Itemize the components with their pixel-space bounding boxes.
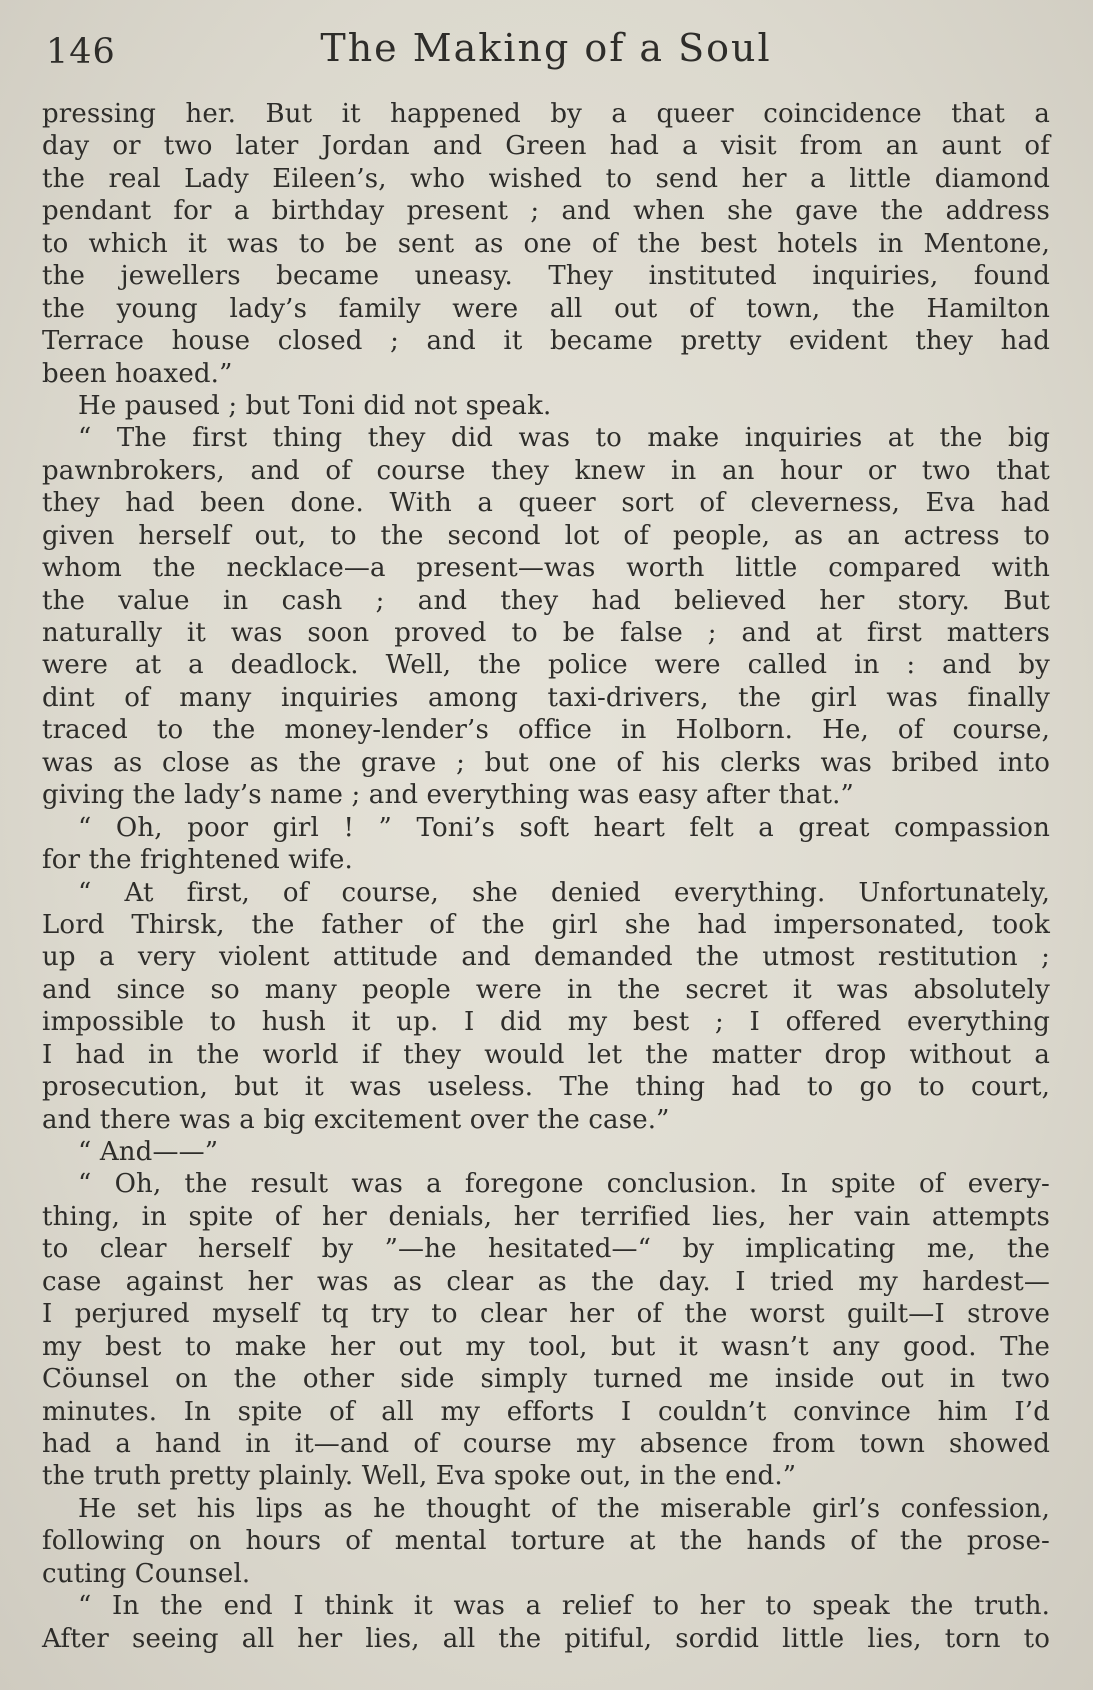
text-line: Cöunsel on the other side simply turned me inside out in two: [42, 1364, 1050, 1395]
text-line: whom the necklace—a present—was worth little compared with: [42, 553, 1050, 584]
text-line: case against her was as clear as the day. I tried my hardest—: [42, 1266, 1050, 1297]
text-line: thing, in spite of her denials, her terrified lies, her vain attempts: [42, 1201, 1050, 1232]
text-line: After seeing all her lies, all the pitiful, sordid little lies, torn to: [42, 1623, 1050, 1654]
text-line: and there was a big excitement over the case.”: [42, 1104, 670, 1135]
text-line: I had in the world if they would let the matter drop without a: [42, 1039, 1050, 1070]
text-line: were at a deadlock. Well, the police were called in : and by: [42, 650, 1050, 681]
text-line: they had been done. With a queer sort of cleverness, Eva had: [42, 488, 1050, 519]
text-line: my best to make her out my tool, but it wasn’t any good. The: [42, 1331, 1050, 1362]
text-line: the truth pretty plainly. Well, Eva spoke out, in the end.”: [42, 1461, 797, 1492]
text-line: giving the lady’s name ; and everything was easy after that.”: [42, 780, 855, 811]
text-line: “ Oh, poor girl ! ” Toni’s soft heart felt a great compassion: [78, 812, 1050, 843]
text-line: had a hand in it—and of course my absence from town showed: [42, 1428, 1050, 1459]
text-line: given herself out, to the second lot of people, as an actress to: [42, 520, 1050, 551]
text-line: Terrace house closed ; and it became pretty evident they had: [42, 326, 1050, 357]
text-line: and since so many people were in the secret it was absolutely: [42, 974, 1050, 1005]
text-line: for the frightened wife.: [42, 845, 353, 876]
text-line: “ Oh, the result was a foregone conclusion. In spite of every-: [78, 1169, 1050, 1200]
text-line: impossible to hush it up. I did my best ; I offered everything: [42, 1007, 1050, 1038]
text-line: prosecution, but it was useless. The thing had to go to court,: [42, 1072, 1050, 1103]
body-text: [42, 98, 1050, 1655]
text-line: following on hours of mental torture at the hands of the prose-: [42, 1526, 1050, 1557]
text-line: the real Lady Eileen’s, who wished to send her a little diamond: [42, 163, 1050, 194]
text-line: cuting Counsel.: [42, 1558, 251, 1589]
text-line: “ At first, of course, she denied everything. Unfortunately,: [78, 877, 1050, 908]
text-line: I perjured myself tq try to clear her of the worst guilt—I strove: [42, 1299, 1050, 1330]
text-line: up a very violent attitude and demanded the utmost restitution ;: [42, 942, 1050, 973]
text-line: to which it was to be sent as one of the best hotels in Mentone,: [42, 228, 1050, 259]
text-line: the value in cash ; and they had believed her story. But: [42, 585, 1050, 616]
text-line: “ And——”: [78, 1137, 219, 1167]
text-line: naturally it was soon proved to be false ; and at first matters: [42, 618, 1050, 648]
text-line: the jewellers became uneasy. They instituted inquiries, found: [42, 261, 1050, 292]
text-line: was as close as the grave ; but one of his clerks was bribed into: [42, 747, 1050, 778]
text-line: Lord Thirsk, the father of the girl she had impersonated, took: [42, 909, 1050, 940]
text-line: He set his lips as he thought of the miserable girl’s confession,: [78, 1493, 1050, 1524]
text-line: pawnbrokers, and of course they knew in an hour or two that: [42, 455, 1050, 486]
text-line: “ In the end I think it was a relief to her to speak the truth.: [78, 1591, 1050, 1622]
text-line: been hoaxed.”: [42, 358, 233, 389]
text-line: to clear herself by ”—he hesitated—“ by implicating me, the: [42, 1234, 1050, 1265]
text-line: day or two later Jordan and Green had a visit from an aunt of: [42, 131, 1050, 162]
running-title: The Making of a Soul: [320, 26, 772, 70]
page-number: 146: [46, 32, 116, 72]
text-line: He paused ; but Toni did not speak.: [78, 390, 552, 421]
text-line: pressing her. But it happened by a queer coincidence that a: [42, 99, 1050, 129]
text-line: traced to the money-lender’s office in Holborn. He, of course,: [42, 715, 1050, 746]
text-line: “ The first thing they did was to make inquiries at the big: [78, 423, 1050, 454]
text-line: dint of many inquiries among taxi-drivers, the girl was finally: [42, 682, 1050, 713]
text-line: pendant for a birthday present ; and when she gave the address: [42, 196, 1050, 227]
text-line: the young lady’s family were all out of town, the Hamilton: [42, 293, 1050, 324]
text-line: minutes. In spite of all my efforts I couldn’t convince him I’d: [42, 1396, 1050, 1427]
page-header: [46, 26, 1046, 86]
